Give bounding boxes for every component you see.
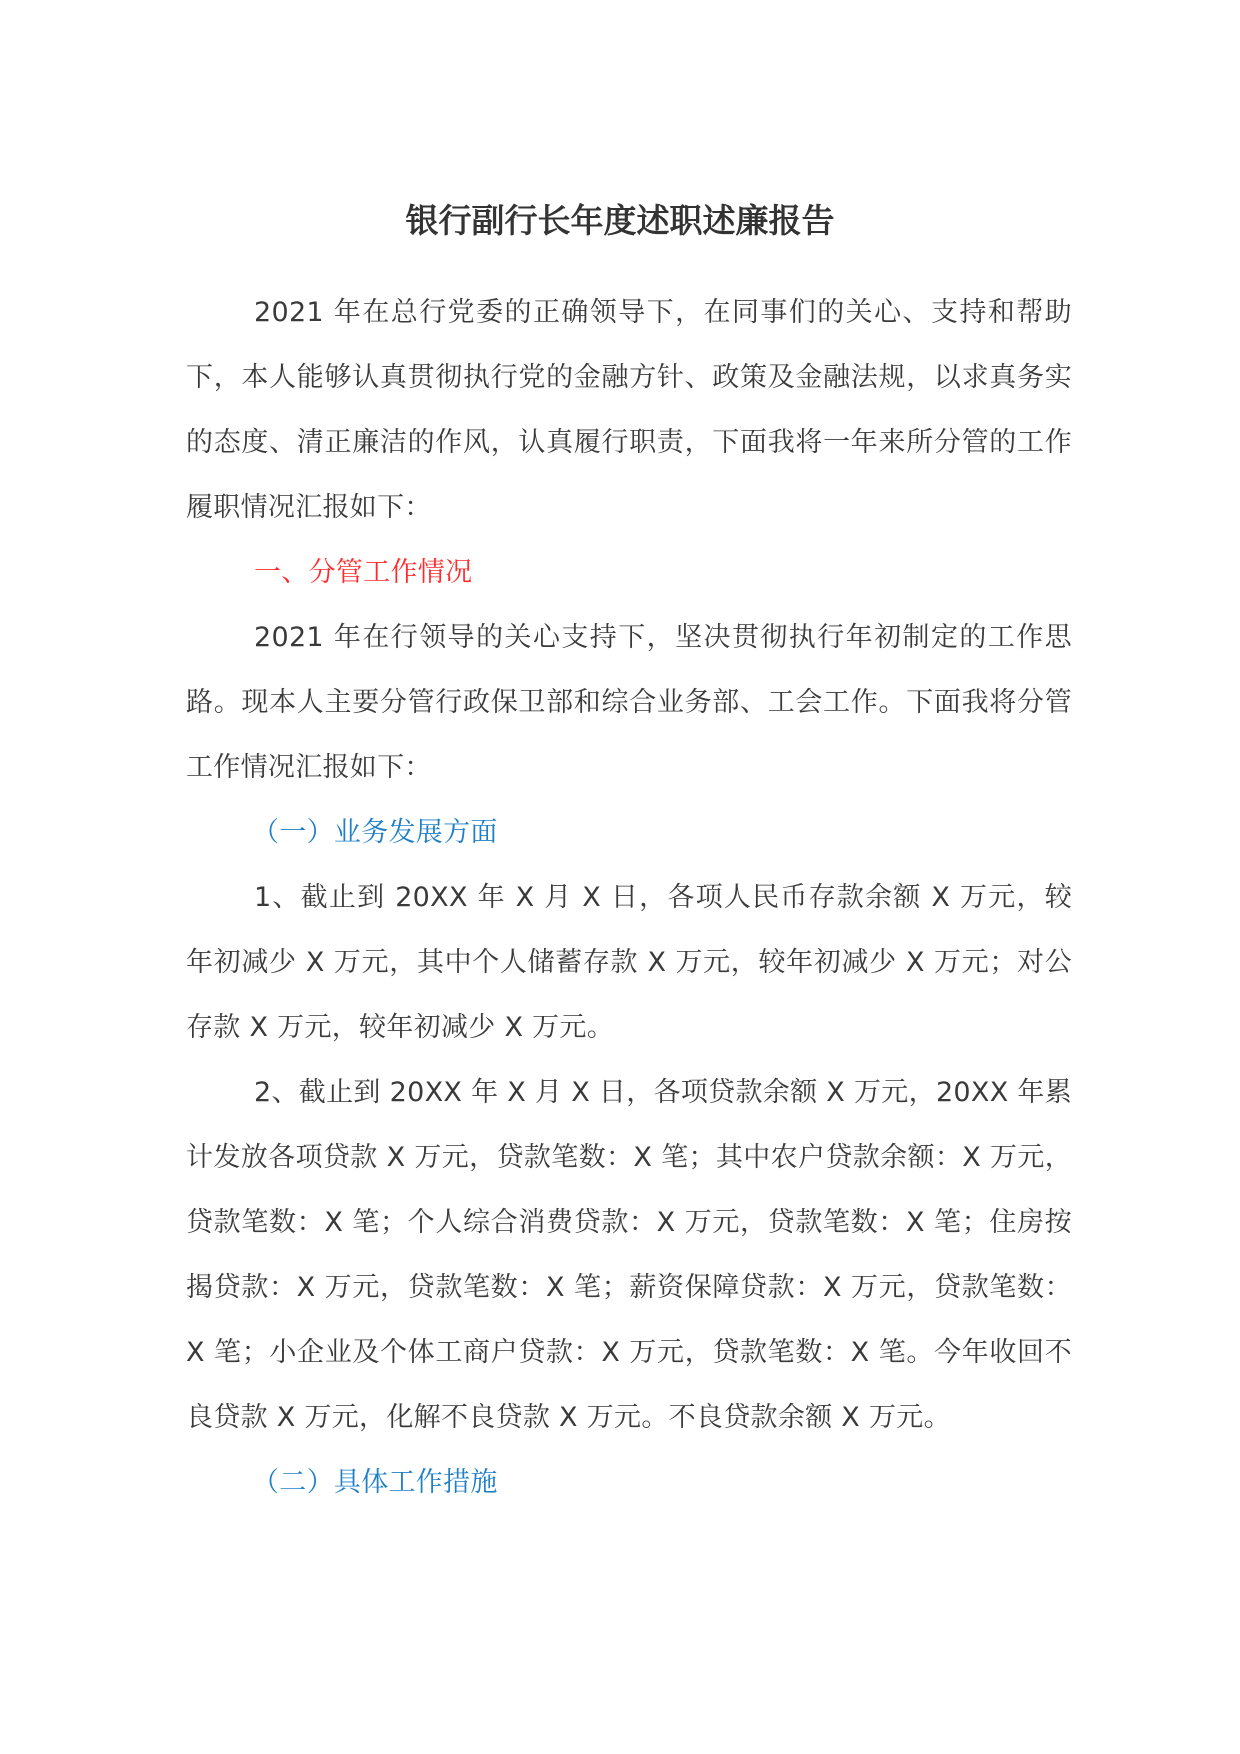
item-2-paragraph: 2、截止到 20XX 年 X 月 X 日，各项贷款余额 X 万元，20XX 年累计发放各项贷款 X 万元，贷款笔数：X 笔；其中农户贷款余额：X 万元，贷款笔数：X 笔；个人综合消费贷款：X 万元，贷款笔数：X 笔；住房按揭贷款：X 万元，贷款笔数：X 笔；薪资保障贷款：X 万元，贷款笔数：X 笔；小企业及个体工商户贷款：X 万元，贷款笔数：X 笔。今年收回不良贷款 X 万元，化解不良贷款 X 万元。不良贷款余额 X 万元。 xyxy=(186,1077,1072,1433)
document-body xyxy=(186,280,1072,1515)
intro-paragraph: 2021 年在总行党委的正确领导下，在同事们的关心、支持和帮助下，本人能够认真贯彻执行党的金融方针、政策及金融法规，以求真务实的态度、清正廉洁的作风，认真履行职责，下面我将一年来所分管的工作履职情况汇报如下： xyxy=(186,297,1072,523)
document-title: 银行副行长年度述职述廉报告 xyxy=(405,201,835,240)
section-1-paragraph: 2021 年在行领导的关心支持下，坚决贯彻执行年初制定的工作思路。现本人主要分管行政保卫部和综合业务部、工会工作。下面我将分管工作情况汇报如下： xyxy=(186,622,1072,783)
subsection-heading-1: （一）业务发展方面 xyxy=(252,817,498,848)
item-1-paragraph: 1、截止到 20XX 年 X 月 X 日，各项人民币存款余额 X 万元，较年初减少 X 万元，其中个人储蓄存款 X 万元，较年初减少 X 万元；对公存款 X 万元，较年初减少 X 万元。 xyxy=(186,882,1072,1043)
subsection-heading-2: （二）具体工作措施 xyxy=(252,1467,498,1498)
section-heading-1: 一、分管工作情况 xyxy=(254,557,473,588)
